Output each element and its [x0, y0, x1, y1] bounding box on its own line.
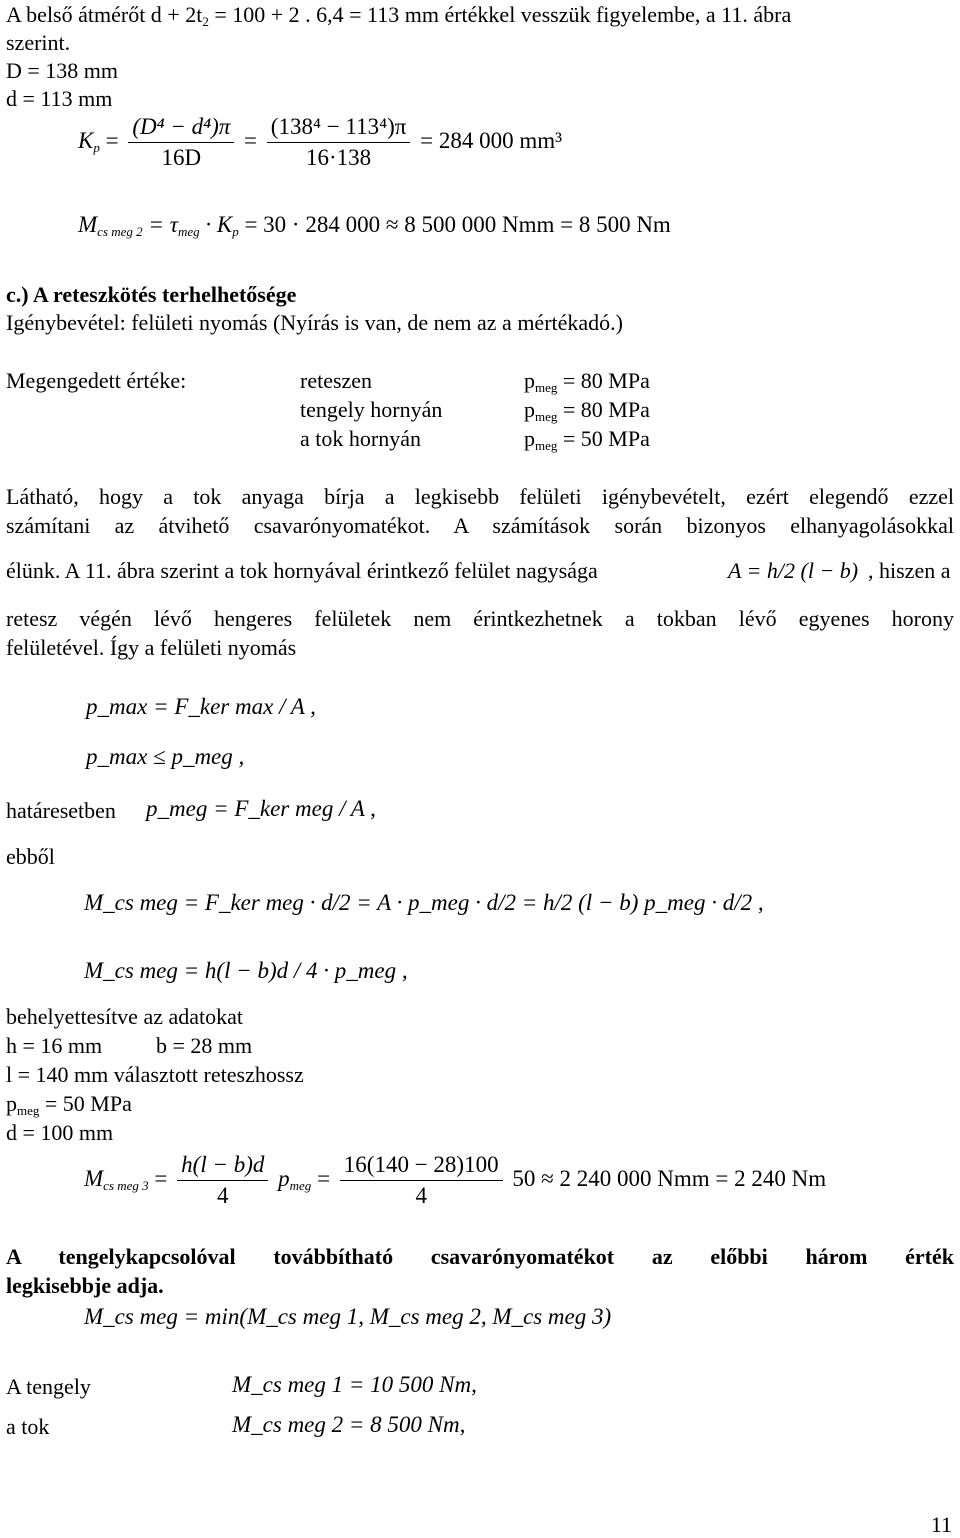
page-number: 11	[930, 1512, 952, 1537]
p-symbol: p	[524, 426, 535, 451]
min-formula: M_cs meg = min(M_cs meg 1, M_cs meg 2, M_cs meg 3)	[84, 1304, 612, 1329]
allowed-row-0-where: reteszen	[300, 368, 373, 393]
intro-text: A belső átmérőt d + 2t	[6, 2, 203, 27]
shaft-value: M_cs meg 1 = 10 500 Nm,	[232, 1372, 477, 1397]
para1-line-4: retesz végén lévő hengeres felületek nem érintkezhetnek a tokban lévő egyenes horony	[6, 606, 954, 631]
m2-sub: cs meg 2	[97, 224, 143, 239]
h-value: h = 16 mm	[6, 1033, 103, 1058]
p-symbol: p	[524, 397, 535, 422]
intro-rest: = 100 + 2 . 6,4 = 113 mm értékkel vesszük figyelembe, a 11. ábra	[208, 2, 792, 27]
p-sub: meg	[17, 1103, 40, 1118]
m2-tau: = τ	[142, 212, 178, 237]
pmax-inequality: p_max ≤ p_meg ,	[86, 744, 245, 769]
intro-line-2: szerint.	[6, 30, 71, 55]
section-c-subtitle: Igénybevétel: felületi nyomás (Nyírás is van, de nem az a mértékadó.)	[6, 310, 623, 335]
m2-M: M	[78, 212, 98, 237]
allowed-row-2-where: a tok hornyán	[300, 426, 421, 451]
m2-formula	[78, 212, 671, 240]
m3-fraction-2	[340, 1150, 503, 1211]
b-value: b = 28 mm	[156, 1033, 253, 1058]
area-formula: A = h/2 (l − b)	[728, 558, 859, 583]
kp-result: = 284 000 mm³	[420, 127, 563, 153]
d-value: d = 113 mm	[6, 86, 113, 111]
m2-result: = 30 · 284 000 ≈ 8 500 000 Nmm = 8 500 Nm	[238, 212, 671, 237]
intro-sub: 2	[202, 14, 209, 29]
p-sub: meg	[535, 380, 558, 395]
para1-line-3	[6, 556, 598, 585]
para1-line-1: Látható, hogy a tok anyaga bírja a legkisebb felületi igénybevételt, ezért elegendő ezzel	[6, 484, 954, 509]
p-sub: meg	[535, 438, 558, 453]
shaft-label: A tengely	[6, 1374, 91, 1399]
intro-line-1	[6, 0, 791, 36]
kp-formula: $K_p$ = $\frac{\text{(D⁴ − d⁴)π}}{16D}$ = $\frac{\text{(138⁴ − 113⁴)π}}{16\cdot 138}$ = 284 000 mm³	[78, 112, 562, 173]
kp-den-2: 16·138	[305, 145, 372, 170]
l-value: l = 140 mm választott reteszhossz	[6, 1062, 304, 1087]
p-value: = 80 MPa	[557, 397, 650, 422]
p-sub: meg	[535, 409, 558, 424]
p-value: = 80 MPa	[557, 368, 650, 393]
limit-label: határesetben	[6, 798, 116, 823]
kp-fraction-2	[267, 112, 411, 173]
pmax-definition: p_max = F_ker max / A ,	[86, 694, 316, 719]
allowed-label: Megengedett értéke:	[6, 368, 187, 393]
para1-line-3-text: élünk. A 11. ábra szerint a tok hornyával érintkező felület nagysága	[6, 558, 598, 583]
m2-k-sub: p	[232, 224, 239, 239]
para1-line-2: számítani az átvihető csavarónyomatékot. A számítások során bizonyos elhanyagolásokkal	[6, 513, 954, 538]
p-value: = 50 MPa	[557, 426, 650, 451]
hub-label: a tok	[6, 1414, 50, 1439]
m-meg-formula-1: M_cs meg = F_ker meg · d/2 = A · p_meg · d/2 = h/2 (l − b) p_meg · d/2 ,	[84, 890, 764, 915]
p-symbol: p	[524, 368, 535, 393]
kp-num-2: (138⁴ − 113⁴)π	[267, 112, 411, 143]
allowed-row-2-value	[524, 424, 650, 460]
p-value: = 50 MPa	[39, 1091, 132, 1116]
m3-result: 50 ≈ 2 240 000 Nmm = 2 240 Nm	[512, 1165, 827, 1191]
kp-lhs-sub: p	[93, 139, 100, 155]
m-meg-formula-2: M_cs meg = h(l − b)d / 4 · p_meg ,	[84, 958, 408, 983]
m3-den-1: 4	[217, 1183, 229, 1208]
kp-den-1: 16D	[161, 145, 202, 170]
m3-num-1: h(l − b)d	[177, 1150, 268, 1181]
kp-lhs: K	[78, 127, 94, 153]
hub-value: M_cs meg 2 = 8 500 Nm,	[232, 1412, 466, 1437]
m2-tau-sub: meg	[177, 224, 200, 239]
m2-k: · K	[199, 212, 233, 237]
allowed-row-1-where: tengely hornyán	[300, 397, 443, 422]
from-label: ebből	[6, 844, 55, 869]
substitution-label: behelyettesítve az adatokat	[6, 1004, 243, 1029]
m3-den-2: 4	[415, 1183, 427, 1208]
conclusion-line-2: legkisebbje adja.	[6, 1273, 164, 1298]
para1-line-5: felületével. Így a felületi nyomás	[6, 635, 297, 660]
kp-fraction-1	[128, 112, 234, 173]
conclusion-line-1: A tengelykapcsolóval továbbítható csavarónyomatékot az előbbi három érték	[6, 1244, 954, 1269]
limit-formula: p_meg = F_ker meg / A ,	[146, 796, 376, 821]
m3-fraction-1	[177, 1150, 268, 1211]
p-symbol: p	[6, 1091, 17, 1116]
section-c-heading: c.) A reteszkötés terhelhetősége	[6, 282, 297, 307]
para1-line-3-end: , hiszen a	[868, 558, 951, 583]
kp-num-1: (D⁴ − d⁴)π	[128, 112, 234, 143]
d-100-value: d = 100 mm	[6, 1120, 114, 1145]
m3-num-2: 16(140 − 28)100	[340, 1150, 503, 1181]
D-value: D = 138 mm	[6, 58, 119, 83]
m3-formula: $M_{cs meg 3}$ = $\frac{h(l - b)d}{4}$ $p_{meg}$ = $\frac{16(140 - 28)100}{4}$ 50 ≈ 2 240 000 Nmm = 2 240 Nm	[84, 1150, 826, 1211]
